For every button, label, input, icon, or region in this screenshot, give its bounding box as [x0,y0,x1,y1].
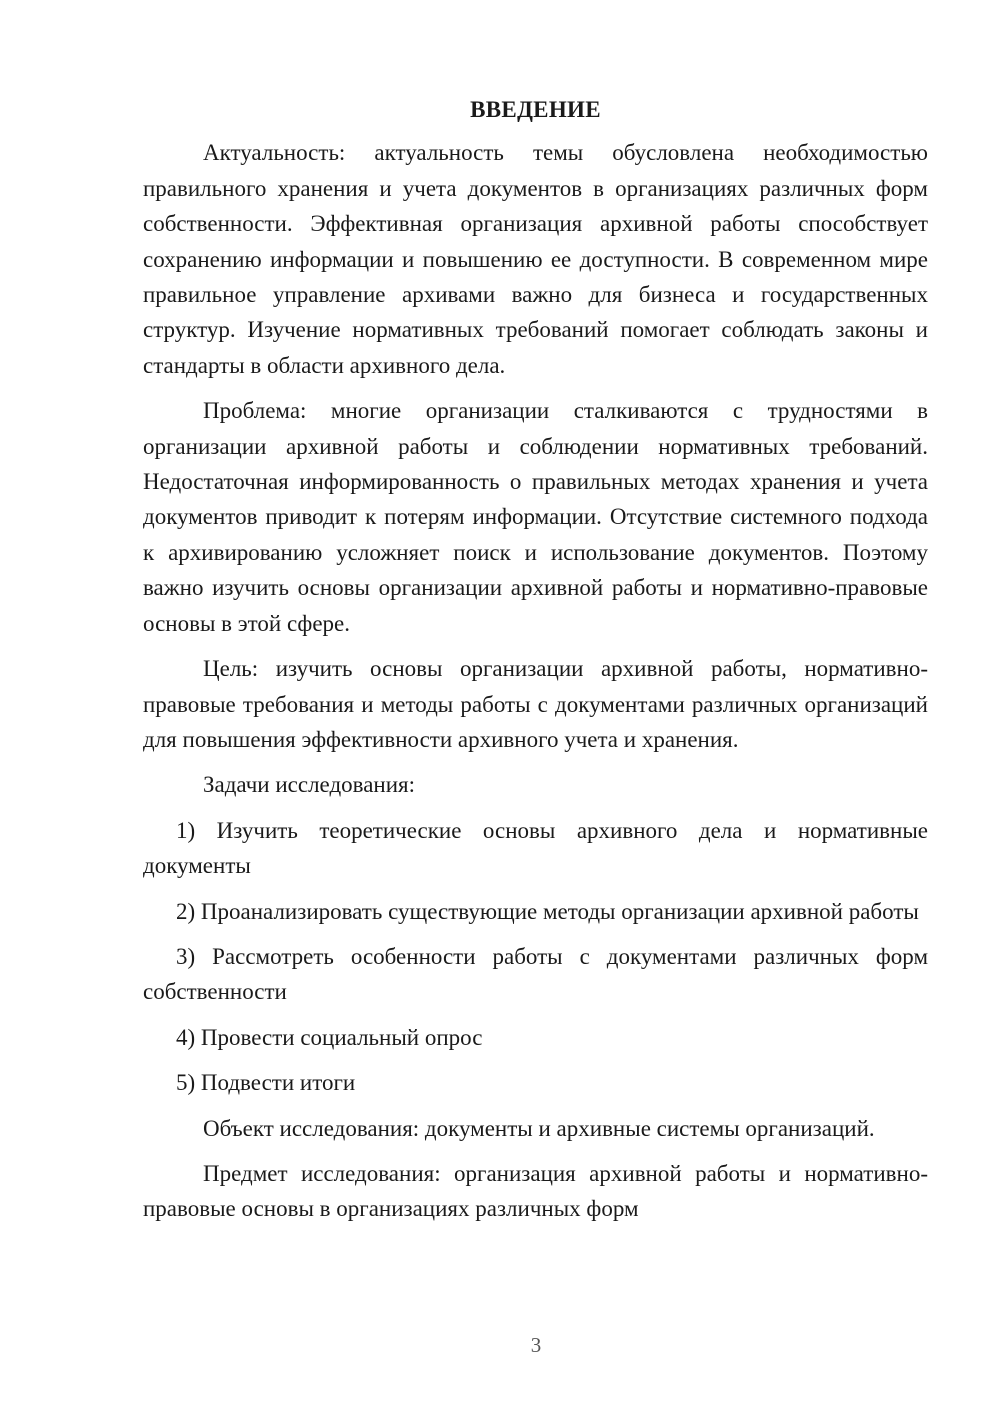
page-body [143,92,928,1237]
object-paragraph: Объект исследования: документы и архивные системы организаций. [203,1115,875,1141]
list-item: 4) Провести социальный опрос [176,1024,483,1050]
relevance-paragraph: Актуальность: актуальность темы обусловлена необходимостью правильного хранения и учета документов в организациях различных форм собственности. Эффективная организация архивной работы способствует сохранению информации и повышению ее доступности. В современном мире правильное управление архивами важно для бизнеса и государственных структур. Изучение нормативных требований помогает соблюдать законы и стандарты в области архивного дела. [143,140,928,378]
page-title: ВВЕДЕНИЕ [470,97,601,122]
goal-paragraph: Цель: изучить основы организации архивной работы, нормативно-правовые требования и методы работы с документами различных организаций для повышения эффективности архивного учета и хранения. [143,656,928,752]
list-item: 2) Проанализировать существующие методы организации архивной работы [176,898,919,924]
tasks-heading: Задачи исследования: [203,772,416,798]
list-item: 5) Подвести итоги [176,1070,356,1096]
list-item: 1) Изучить теоретические основы архивного дела и нормативные документы [143,817,928,879]
subject-paragraph: Предмет исследования: организация архивной работы и нормативно-правовые основы в организациях различных форм [143,1160,928,1222]
list-item: 3) Рассмотреть особенности работы с документами различных форм собственности [143,943,928,1005]
tasks-list [143,813,928,1101]
problem-paragraph: Проблема: многие организации сталкиваются с трудностями в организации архивной работы и соблюдении нормативных требований. Недостаточная информированность о правильных методах хранения и учета документов приводит к потерям информации. Отсутствие системного подхода к архивированию усложняет поиск и использование документов. Поэтому важно изучить основы организации архивной работы и нормативно-правовые основы в этой сфере. [143,398,928,636]
page-number: 3 [530,1333,542,1357]
